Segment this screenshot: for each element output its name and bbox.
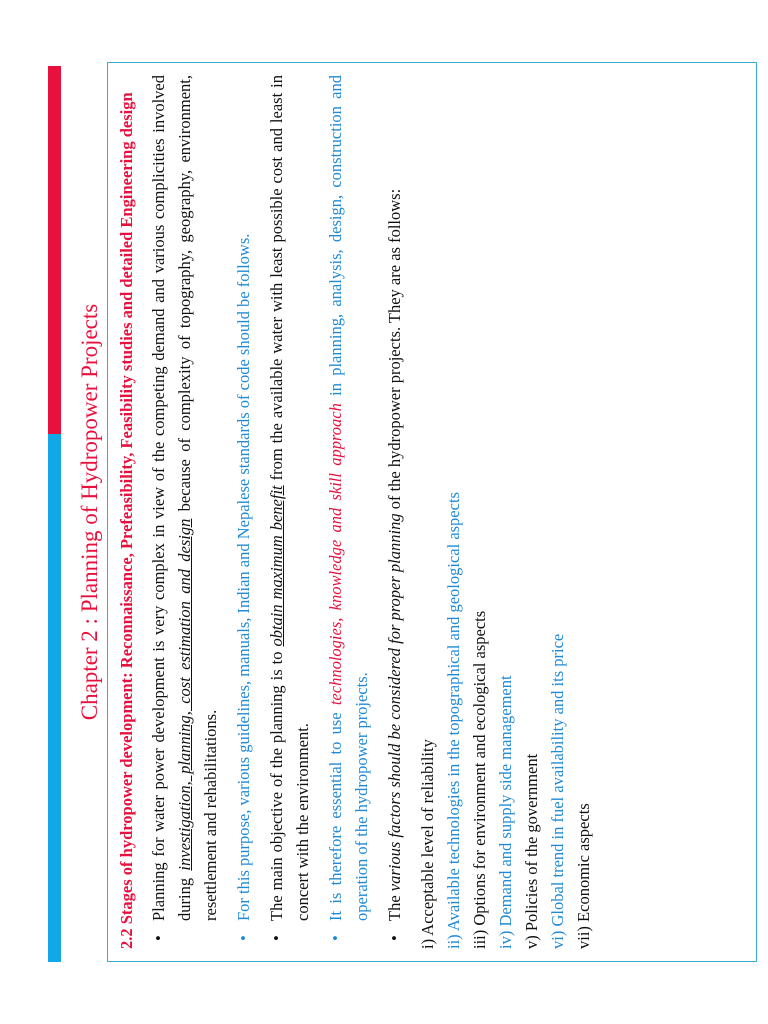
italic-factors: various factors should be considered for proper planning: [385, 513, 404, 892]
factor-item: ii) Available technologies in the topographical and geological aspects: [444, 492, 463, 949]
factor-item: vii) Economic aspects: [574, 803, 593, 949]
underlined-stages: investigation, planning, cost estimation and design: [175, 518, 194, 871]
bullet-list: [146, 75, 408, 949]
slide-title: Chapter 2 : Planning of Hydropower Projects: [77, 303, 102, 721]
bullet-objective: • The main objective of the planning is to obtain maximum benefit from the available water with least possible cost and least in concert with the environment.: [264, 75, 316, 949]
factor-item: iii) Options for environment and ecological aspects: [470, 610, 489, 949]
highlight-technologies: technologies, knowledge and skill approach: [326, 403, 345, 706]
bullet-factors-intro: • The various factors should be considered for proper planning of the hydropower projects. They are as follows:: [382, 75, 408, 949]
factor-item: vi) Global trend in fuel availability and its price: [548, 633, 567, 949]
underlined-benefit: obtain maximum benefit: [267, 485, 286, 647]
bullet-technologies: • It is therefore essential to use technologies, knowledge and skill approach in planning, analysis, design, construction and operation of the hydropower projects.: [323, 75, 375, 949]
bullet-planning-complexity: • Planning for water power development is very complex in view of the competing demand and various complicities involved during investigation, planning, cost estimation and design because of complexity of topography, geography, environment, resettlement and rehabilitations.: [146, 75, 224, 949]
section-heading: 2.2 Stages of hydropower development: Reconnaissance, Prefeasibility, Feasibility studies and detailed Engineering design: [117, 92, 136, 949]
slide: [62, 62, 762, 962]
accent-bar-red: [48, 66, 61, 434]
factor-item: i) Acceptable level of reliability: [418, 739, 437, 949]
standards-text: Indian and Nepalese standards of code should be follows.: [234, 233, 253, 614]
content-box: [107, 62, 757, 962]
content-frame: [107, 62, 757, 962]
bullet-guidelines: • For this purpose, various guidelines, manuals, Indian and Nepalese standards of code should be follows.: [231, 75, 257, 949]
factor-item: iv) Demand and supply side management: [496, 675, 515, 949]
accent-bar-blue: [48, 434, 61, 962]
factor-item: v) Policies of the government: [522, 753, 541, 949]
